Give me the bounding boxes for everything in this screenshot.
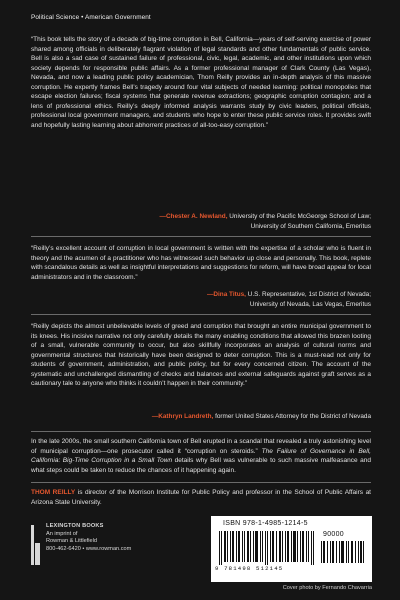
attribution-affiliation: U.S. Representative, 1st District of Nevada; — [245, 291, 371, 298]
price-code: 90000 — [323, 531, 344, 538]
attribution-landreth — [71, 412, 371, 422]
book-title: The Failure of Governance in Bell, California: Big-Time Corruption in a Small Town — [31, 447, 371, 464]
quote-newland — [31, 35, 371, 130]
publisher-contact: 800-462-6420 • www.rowman.com — [46, 545, 132, 552]
publisher-block — [31, 523, 131, 565]
publisher-imprint: An imprint of — [46, 530, 78, 537]
price-barcode-icon — [321, 541, 365, 563]
attribution-name: —Kathryn Landreth, — [151, 413, 214, 420]
quote-text: “This book tells the story of a decade of big-time corruption in Bell, California—years of self-serving exercise of power shared among officials in deliberately flagrant violation of legal standards and other fundamentals of public service. Bell is also a sad case of sustained failure of professional, civic, legal, academic, and other institutions upon which society depends for responsible public affairs. As a former professional manager of Clark County (Las Vegas), Nevada, and now a leading public policy academician, Thom Reilly provides an in-depth analysis of this massive corruption. He expertly frames Bell’s tragedy around four vital subjects of needed learning: political monopolies that escape election failures; fiscal systems that generate revenue extractions; geographic corruption contagion; and a lens of professional ethics. Reilly’s deeply informed analysis warrants study by civic leaders, political officials, professional local government managers, and students who hope to enter these public service roles. It provides swift and hopefully lasting learning about abhorrent practices of all-too-easy corruption.” — [31, 36, 371, 129]
attribution-affiliation: former United States Attorney for the District of Nevada — [213, 413, 371, 420]
attribution-name: —Chester A. Newland, — [159, 213, 228, 220]
author-bio — [31, 488, 371, 507]
author-name: THOM REILLY — [31, 489, 76, 496]
quote-titus — [31, 244, 371, 282]
quote-text: “Reilly depicts the almost unbelievable levels of greed and corruption that brought an entire municipal government to its knees. His incisive narrative not only carefully details the many enabling conditions that allowed this brazen looting of a small, vulnerable community to occur, but also skillfully incorporates an analysis of cultural norms and governmental structures that historically have been designed to deter corruption. This is a must-read not only for students of government, administration, and public policy, but for every concerned citizen. The account of the systematic and unchallenged dismantling of checks and balances and external safeguards against graft serves as a cautionary tale to anyone who thinks it couldn’t happen in their community.” — [31, 323, 371, 387]
divider — [31, 314, 371, 315]
author-bio-text: is director of the Morrison Institute for Public Policy and professor in the School of Public Affairs at Arizona State University. — [31, 489, 371, 506]
quote-landreth — [31, 322, 371, 389]
attribution-affiliation-2: University of Southern California, Emeritus — [250, 222, 371, 230]
publisher-logo-icon — [31, 525, 40, 565]
attribution-affiliation-2: University of Nevada, Las Vegas, Emeritus — [249, 300, 371, 308]
divider — [31, 482, 371, 483]
description-text: In the late 2000s, the small southern California town of Bell erupted in a scandal that revealed a truly astonishing level of municipal corruption—one prosecutor called it “corruption on steroids.” — [31, 438, 371, 455]
barcode-panel — [211, 516, 372, 582]
divider — [31, 236, 371, 237]
attribution-affiliation: University of the Pacific McGeorge School of Law; — [227, 213, 371, 220]
barcode-digits: 9 781498 512145 — [215, 565, 284, 572]
isbn-barcode-icon — [219, 531, 319, 565]
isbn-label: ISBN 978-1-4985-1214-5 — [223, 520, 308, 527]
quote-text: “Reilly’s excellent account of corruption in local government is written with the expertise of a scholar who is fluent in theory and the acumen of a practitioner who has witnessed such behavior up close and personally. This book, replete with scandalous details as well as insightful interpretations and suggestions for reform, will have broad appeal for local administrators and in the classroom.” — [31, 245, 371, 281]
publisher-name: LEXINGTON BOOKS — [46, 523, 104, 529]
book-description — [31, 437, 371, 475]
description-text: details why Bell was vulnerable to such massive malfeasance and what steps could be taken to reduce the chances of it happening again. — [31, 457, 371, 474]
publisher-parent: Rowman & Littlefield — [46, 538, 97, 544]
attribution-name: —Dina Titus, — [207, 291, 246, 298]
cover-photo-credit: Cover photo by Fernando Chavarria — [282, 585, 372, 591]
attribution-titus — [71, 290, 371, 309]
attribution-newland — [71, 212, 371, 231]
divider — [31, 431, 371, 432]
category-label: Political Science • American Government — [31, 14, 151, 21]
